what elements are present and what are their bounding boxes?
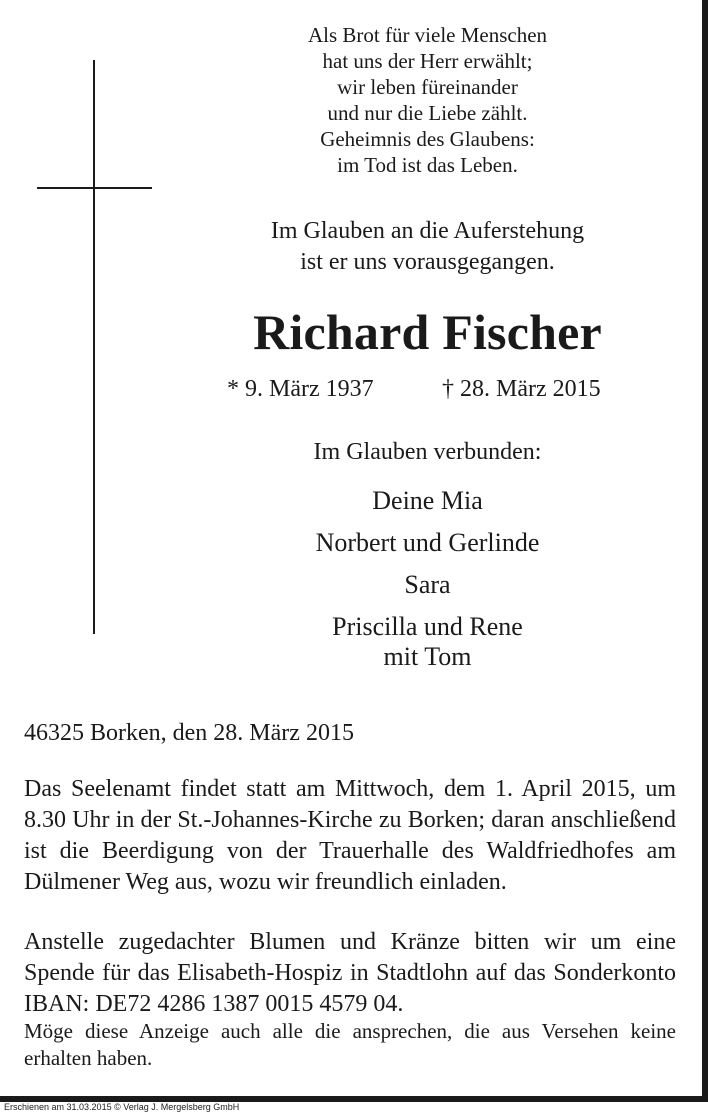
donation-paragraph: Anstelle zugedachter Blumen und Kränze bitten wir um eine Spende für das Elisabeth-Hospiz in Stadtlohn auf das Sonderkonto IBAN: DE72 4286 1387 0015 4579 04. [24, 929, 676, 1017]
verse-line: im Tod ist das Leben. [337, 153, 518, 177]
notice-paragraph: Möge diese Anzeige auch alle die ansprechen, die aus Versehen keine erhalten haben. [24, 1019, 676, 1070]
place-and-date: 46325 Borken, den 28. März 2015 [24, 720, 354, 746]
cross-vertical-bar [93, 60, 95, 634]
family-member: Norbert und Gerlinde [315, 528, 540, 557]
verse-block [190, 22, 665, 178]
verse-line: und nur die Liebe zählt. [327, 101, 528, 125]
publication-footer: Erschienen am 31.03.2015 © Verlag J. Mergelsberg GmbH [4, 1102, 240, 1112]
verse-line: Als Brot für viele Menschen [307, 23, 548, 47]
verse-line: Geheimnis des Glaubens: [320, 127, 535, 151]
faith-statement [190, 216, 665, 278]
family-list [190, 480, 665, 672]
cross-horizontal-bar [37, 187, 152, 189]
verse-line: hat uns der Herr erwählt; [322, 49, 533, 73]
funeral-service-paragraph: Das Seelenamt findet statt am Mittwoch, dem 1. April 2015, um 8.30 Uhr in der St.-Johannes-Kirche zu Borken; daran anschließend ist die Beerdigung von der Trauerhalle des Waldfriedhofes am Dülmener Weg aus, wozu wir freundlich einladen. [24, 776, 676, 895]
faith-line: Im Glauben an die Auferstehung [270, 218, 585, 244]
birth-date: * 9. März 1937 [227, 376, 374, 402]
family-member: Priscilla und Rene [332, 612, 523, 641]
deceased-name: Richard Fischer [253, 304, 602, 360]
verse-line: wir leben füreinander [337, 75, 518, 99]
family-member: Sara [404, 570, 451, 599]
united-heading: Im Glauben verbunden: [313, 439, 542, 465]
death-date: † 28. März 2015 [442, 376, 601, 402]
faith-line: ist er uns vorausgegangen. [300, 249, 555, 275]
family-member: Deine Mia [372, 486, 483, 515]
family-member: mit Tom [383, 642, 472, 671]
